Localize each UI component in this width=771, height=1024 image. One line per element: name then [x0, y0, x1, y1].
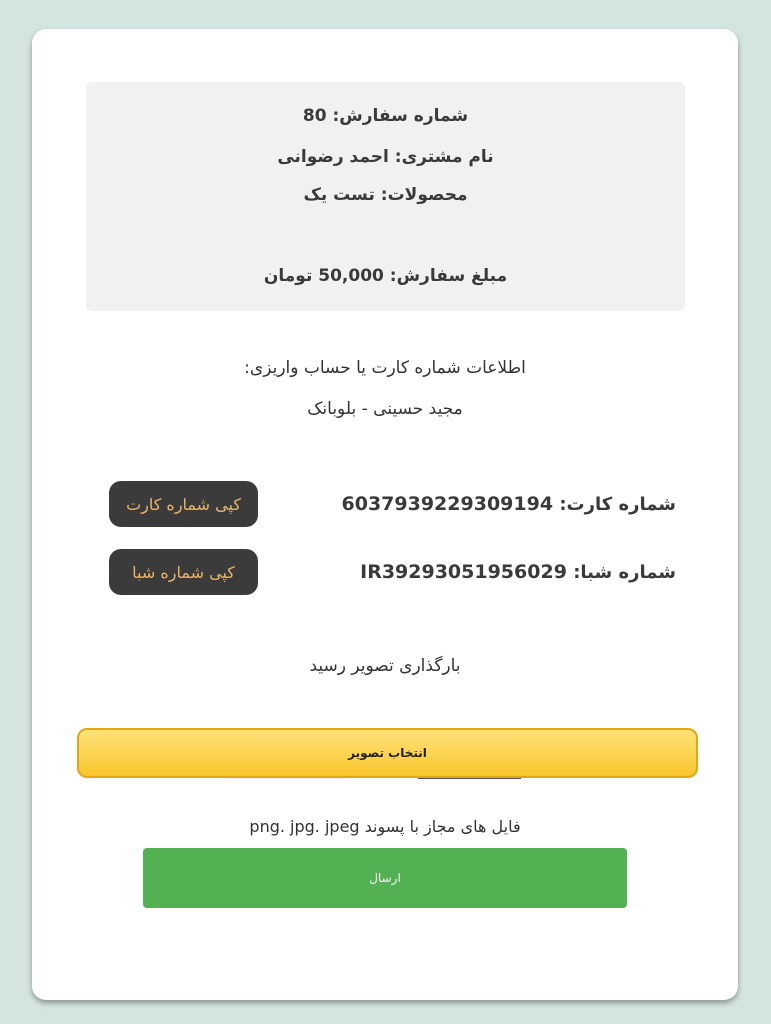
order-summary — [86, 82, 685, 311]
card-number-text: شماره کارت: 6037939229309194 — [341, 493, 676, 515]
sheba-number-text: شماره شبا: IR39293051956029 — [360, 561, 676, 583]
sheba-number-value: IR39293051956029 — [360, 561, 567, 583]
account-owner: مجید حسینی - بلوبانک — [307, 399, 463, 419]
sheba-number-row — [32, 549, 738, 599]
file-input-underline-left — [227, 778, 347, 779]
customer-name: نام مشتری: احمد رضوانی — [277, 147, 494, 167]
file-input-underline — [418, 778, 521, 779]
card-number-row — [32, 481, 738, 531]
copy-sheba-number-button[interactable]: کپی شماره شبا — [109, 549, 258, 595]
copy-card-number-button[interactable]: کپی شماره کارت — [109, 481, 258, 527]
order-products: محصولات: تست یک — [303, 185, 468, 205]
order-amount: مبلغ سفارش: 50,000 تومان — [263, 266, 508, 286]
allowed-file-types: فایل های مجاز با پسوند png. jpg. jpeg — [249, 817, 521, 836]
order-number: شماره سفارش: 80 — [302, 106, 469, 126]
submit-button[interactable]: ارسال — [143, 848, 627, 908]
account-info-title: اطلاعات شماره کارت یا حساب واریزی: — [244, 358, 526, 378]
upload-receipt-title: بارگذاری تصویر رسید — [309, 656, 461, 676]
card-number-value: 6037939229309194 — [341, 493, 554, 515]
payment-card — [32, 29, 738, 1000]
choose-image-button[interactable]: انتخاب تصویر — [77, 728, 698, 778]
